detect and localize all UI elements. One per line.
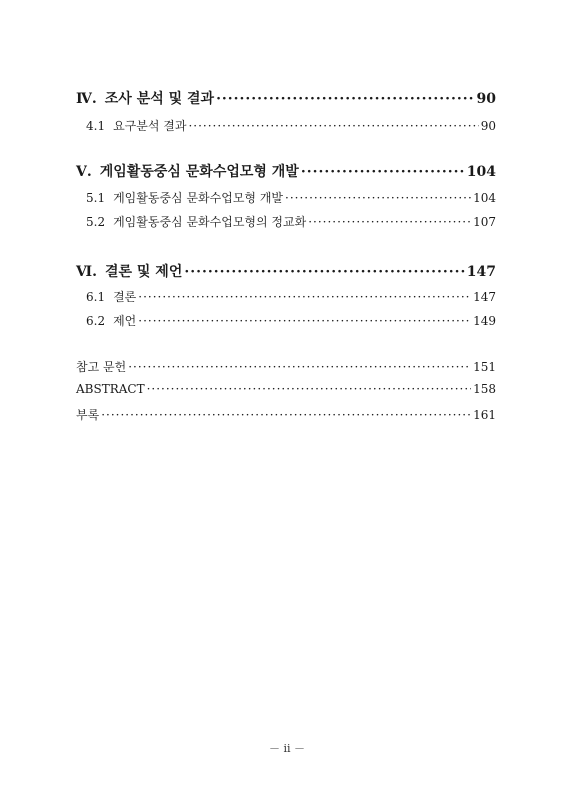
toc-abstract[interactable]	[76, 382, 496, 396]
dot-leader	[138, 314, 471, 328]
chapter-title: Ⅴ. 게임활동중심 문화수업모형 개발	[76, 164, 299, 180]
toc-appendix[interactable]	[76, 406, 496, 423]
page-number: 158	[473, 382, 496, 396]
dot-leader	[184, 264, 464, 280]
page-number: 90	[476, 91, 496, 107]
chapter-title: Ⅵ. 결론 및 제언	[76, 264, 183, 280]
page-number: 151	[473, 360, 496, 374]
dot-leader	[188, 119, 478, 133]
dot-leader	[301, 164, 465, 180]
section-title: 5.2 게임활동중심 문화수업모형의 정교화	[86, 215, 307, 229]
section-title: 6.1 결론	[86, 290, 137, 304]
dot-leader	[216, 91, 474, 107]
toc-chapter-5[interactable]	[76, 161, 496, 181]
appendix-title: 부록	[76, 408, 100, 422]
toc-section-6-1[interactable]	[86, 288, 496, 305]
page-number: 90	[480, 119, 496, 133]
page-number: 107	[473, 215, 496, 229]
page-number: 147	[466, 264, 496, 280]
toc-section-5-2[interactable]	[86, 213, 496, 230]
toc-section-4-1[interactable]	[86, 117, 496, 134]
toc-references[interactable]	[76, 358, 496, 375]
dot-leader	[285, 191, 471, 205]
page-footer-number: － ii －	[268, 742, 306, 755]
section-title: 4.1 요구분석 결과	[86, 119, 187, 133]
abstract-title: ABSTRACT	[76, 382, 145, 396]
chapter-title: Ⅳ. 조사 분석 및 결과	[76, 91, 215, 107]
page-number: 161	[473, 408, 496, 422]
toc-chapter-4[interactable]	[76, 88, 496, 108]
page-number: 149	[473, 314, 496, 328]
references-title: 참고 문헌	[76, 360, 127, 374]
section-title: 6.2 제언	[86, 314, 137, 328]
toc-chapter-6[interactable]	[76, 261, 496, 281]
section-title: 5.1 게임활동중심 문화수업모형 개발	[86, 191, 284, 205]
dot-leader	[101, 408, 471, 422]
toc-section-5-1[interactable]	[86, 189, 496, 206]
page-number: 104	[466, 164, 496, 180]
toc-section-6-2[interactable]	[86, 312, 496, 329]
dot-leader	[138, 290, 471, 304]
page-number: 147	[473, 290, 496, 304]
dot-leader	[128, 360, 471, 374]
dot-leader	[308, 215, 471, 229]
page-number: 104	[473, 191, 496, 205]
dot-leader	[147, 382, 471, 396]
